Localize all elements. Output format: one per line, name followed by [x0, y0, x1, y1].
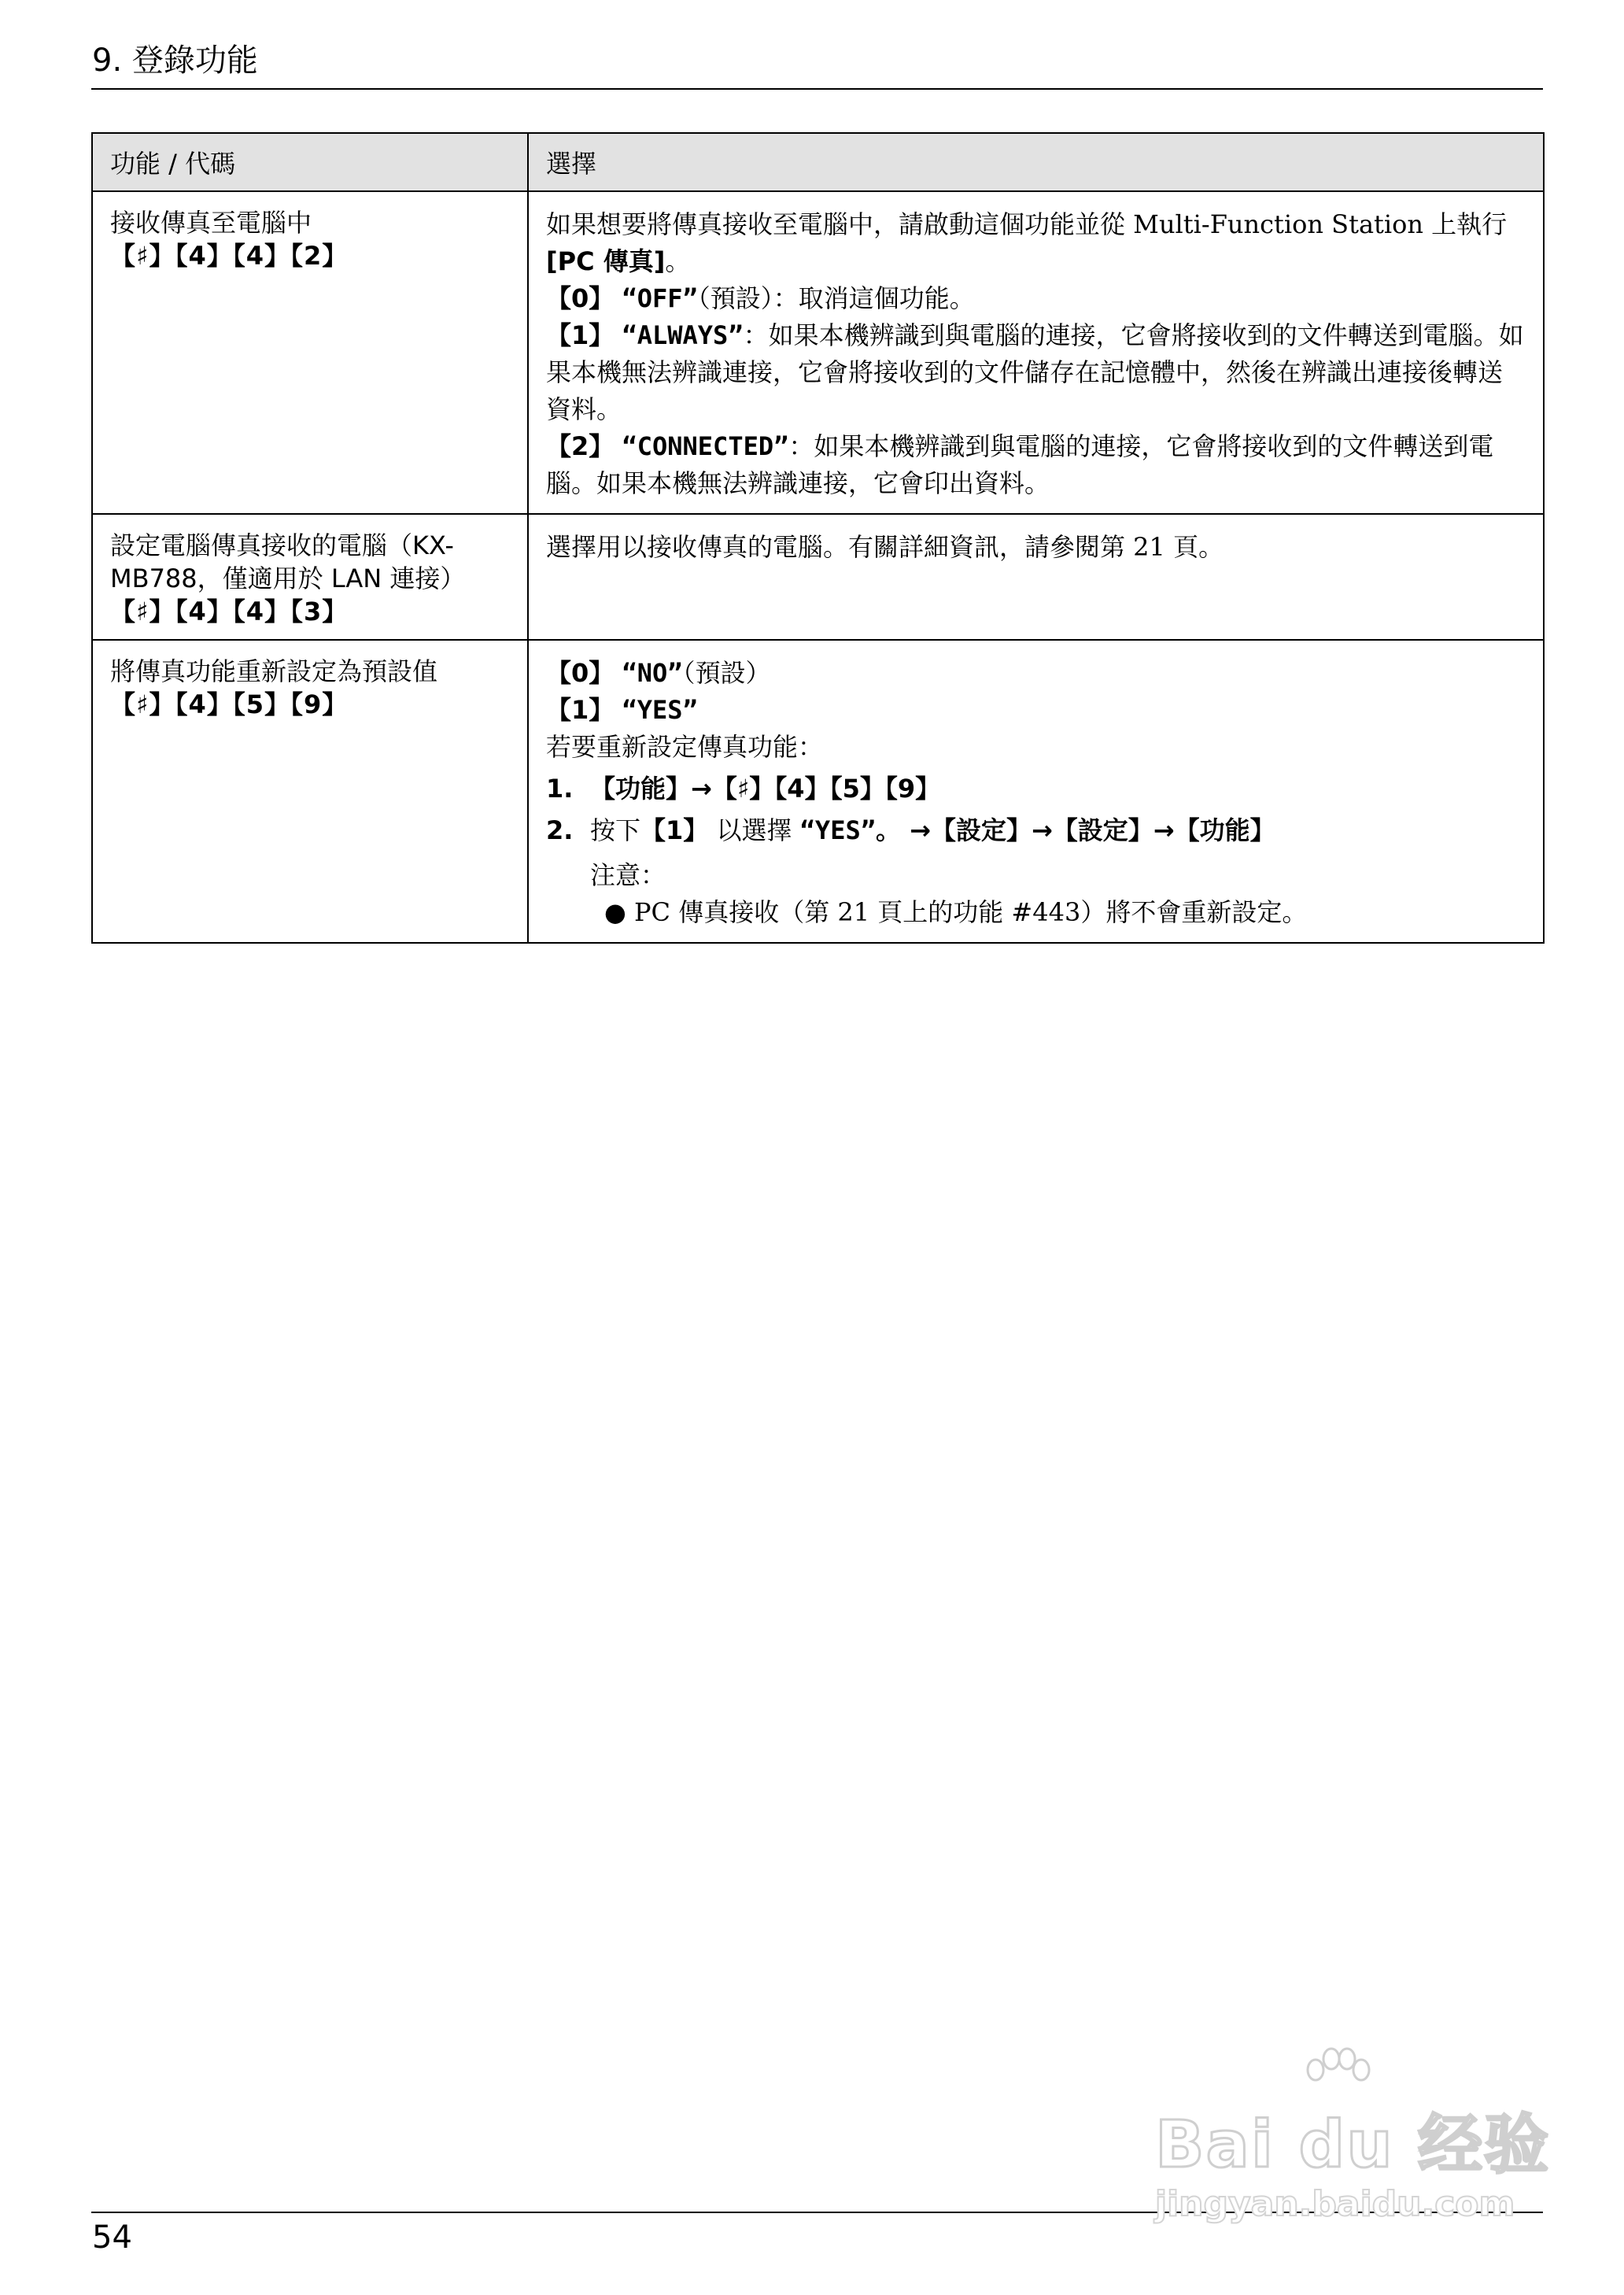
function-name: 將傳真功能重新設定為預設值 — [110, 656, 438, 686]
header-rule — [91, 88, 1543, 90]
table-row — [92, 640, 1544, 943]
option-off: 【0】 “OFF”（預設）：取消這個功能。 — [546, 283, 975, 313]
selection-cell — [528, 191, 1544, 514]
table-header-row — [92, 133, 1544, 191]
step-2 — [546, 812, 1526, 849]
note-title: 注意： — [590, 860, 666, 890]
option-yes: 【1】 “YES” — [546, 695, 698, 725]
column-header-function: 功能 / 代碼 — [92, 133, 528, 191]
table-row — [92, 514, 1544, 640]
function-cell — [92, 640, 528, 943]
baidu-watermark — [1149, 2046, 1558, 2235]
function-name: 接收傳真至電腦中 — [110, 208, 312, 238]
step-text: 按下【1】 以選擇 “YES”。 →【設定】→【設定】→【功能】 — [590, 815, 1275, 845]
watermark-url: jingyan.baidu.com — [1155, 2184, 1515, 2224]
selection-text: 選擇用以接收傳真的電腦。有關詳細資訊，請參閱第 21 頁。 — [546, 532, 1224, 562]
selection-cell — [528, 514, 1544, 640]
option-no: 【0】 “NO”（預設） — [546, 658, 771, 688]
step-1 — [546, 771, 1526, 808]
feature-settings-table — [91, 132, 1545, 944]
reset-heading: 若要重新設定傳真功能： — [546, 732, 824, 762]
feature-code: 【♯】【4】【4】【3】 — [110, 597, 349, 626]
watermark-brand: Bai du 经验 — [1155, 2108, 1551, 2182]
note-item — [604, 894, 1526, 931]
pc-fax-key: [PC 傳真] — [546, 246, 666, 276]
function-cell — [92, 191, 528, 514]
table-row — [92, 191, 1544, 514]
option-always: 【1】 “ALWAYS”：如果本機辨識到與電腦的連接，它會將接收到的文件轉送到電腦。如果本機無法辨識連接，它會將接收到的文件儲存在記憶體中，然後在辨識出連接後轉送資料。 — [546, 320, 1524, 424]
step-text: 【功能】→【♯】【4】【5】【9】 — [590, 774, 941, 804]
step-number: 2. — [546, 815, 574, 845]
page-number: 54 — [92, 2219, 132, 2256]
feature-code: 【♯】【4】【5】【9】 — [110, 689, 349, 719]
note-text: PC 傳真接收（第 21 頁上的功能 #443）將不會重新設定。 — [634, 897, 1308, 927]
feature-code: 【♯】【4】【4】【2】 — [110, 241, 349, 271]
function-cell — [92, 514, 528, 640]
section-title: 9. 登錄功能 — [92, 42, 258, 79]
note — [590, 857, 1526, 931]
selection-intro: 如果想要將傳真接收至電腦中，請啟動這個功能並從 Multi-Function Station 上執行 [PC 傳真]。 — [546, 209, 1508, 276]
column-header-selection: 選擇 — [528, 133, 1544, 191]
step-number: 1. — [546, 774, 574, 804]
selection-cell — [528, 640, 1544, 943]
bullet-icon: ● — [604, 897, 626, 927]
function-name: 設定電腦傳真接收的電腦（KX-MB788，僅適用於 LAN 連接） — [110, 530, 466, 593]
option-connected: 【2】 “CONNECTED”：如果本機辨識到與電腦的連接，它會將接收到的文件轉送到電腦。如果本機無法辨識連接，它會印出資料。 — [546, 431, 1494, 498]
